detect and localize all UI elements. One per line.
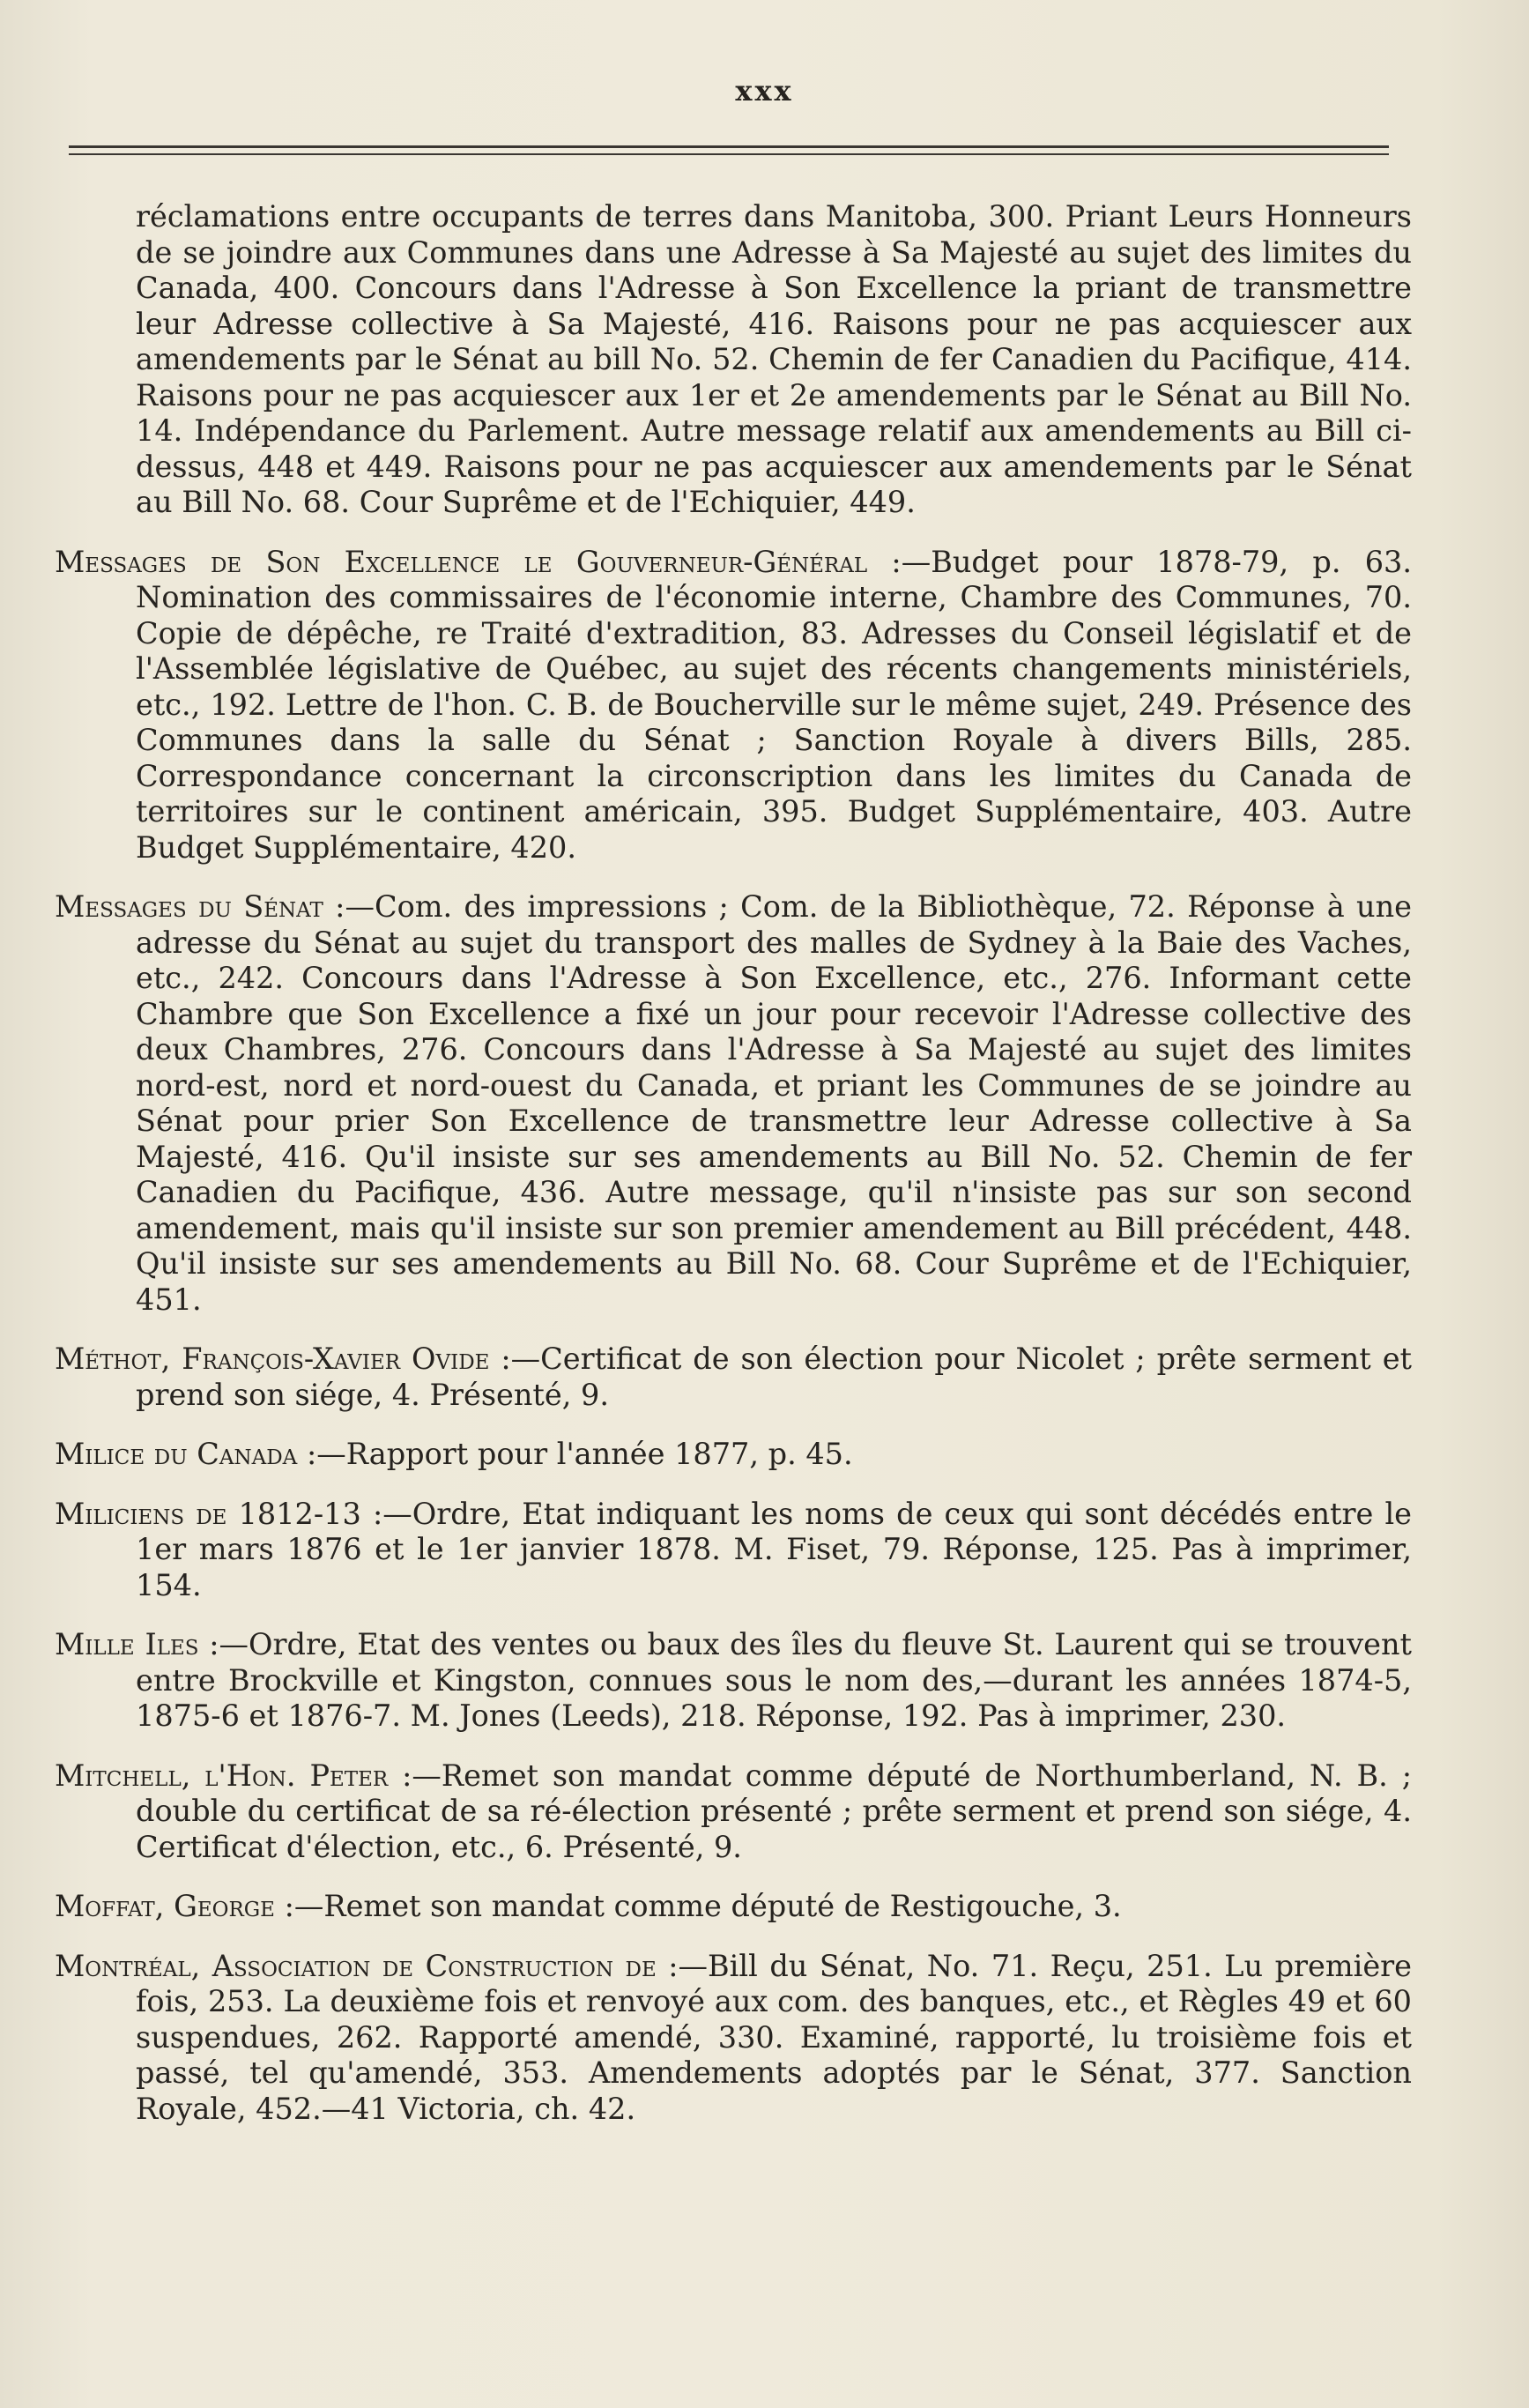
entry-text: :—Ordre, Etat indiquant les noms de ceux qui sont décédés entre le 1er mars 1876 et le 1er janvier 1878. M. Fiset, 79. Réponse, 125. Pas à imprimer, 154. — [136, 1496, 1412, 1602]
entry-text: :—Certificat de son élection pour Nicolet ; prête serment et prend son siége, 4. Présenté, 9. — [136, 1341, 1412, 1412]
entry-heading: Miliciens de 1812-13 — [55, 1496, 361, 1531]
index-entry — [55, 1627, 1412, 1735]
entry-heading: Mille Iles — [55, 1627, 199, 1661]
index-entry — [55, 1889, 1412, 1925]
index-entry — [55, 1949, 1412, 2128]
index-entry — [55, 889, 1412, 1318]
entry-heading: Messages de Son Excellence le Gouverneur-Général — [55, 544, 868, 579]
index-body — [55, 199, 1412, 2151]
header-rule-thick — [69, 145, 1389, 148]
entry-text: :—Rapport pour l'année 1877, p. 45. — [297, 1437, 853, 1471]
entry-heading: Messages du Sénat — [55, 889, 323, 924]
page-number: xxx — [735, 74, 794, 108]
entry-text: :—Bill du Sénat, No. 71. Reçu, 251. Lu première fois, 253. La deuxième fois et renvoyé aux com. des banques, etc., et Règles 49 et 60 suspendues, 262. Rapporté amendé, 330. Examiné, rapporté, lu troisième fois et passé, tel qu'amendé, 353. Amendements adoptés par le Sénat, 377. Sanction Royale, 452.—41 Victoria, ch. 42. — [136, 1948, 1412, 2126]
index-entry — [55, 1437, 1412, 1473]
index-entry — [55, 1758, 1412, 1866]
entry-text: :—Ordre, Etat des ventes ou baux des îles du fleuve St. Laurent qui se trouvent entre Brockville et Kingston, connues sous le nom des,—durant les années 1874-5, 1875-6 et 1876-7. M. Jones (Leeds), 218. Réponse, 192. Pas à imprimer, 230. — [136, 1627, 1412, 1733]
index-entry-continuation — [55, 199, 1412, 521]
index-entry — [55, 1497, 1412, 1604]
header-rule-thin — [69, 153, 1389, 155]
entry-heading: Milice du Canada — [55, 1437, 298, 1471]
entry-heading: Montréal, Association de Construction de — [55, 1948, 657, 1983]
entry-heading: Méthot, François-Xavier Ovide — [55, 1341, 490, 1376]
index-entry — [55, 545, 1412, 866]
index-entry — [55, 1341, 1412, 1413]
entry-text: :—Budget pour 1878-79, p. 63. Nomination des commissaires de l'économie interne, Chambre des Communes, 70. Copie de dépêche, re Traité d'extradition, 83. Adresses du Conseil législatif et de l'Assemblée législative de Québec, au sujet des récents changements ministériels, etc., 192. Lettre de l'hon. C. B. de Boucherville sur le même sujet, 249. Présence des Communes dans la salle du Sénat ; Sanction Royale à divers Bills, 285. Correspondance concernant la circonscription dans les limites du Canada de territoires sur le continent américain, 395. Budget Supplémentaire, 403. Autre Budget Supplémentaire, 420. — [136, 544, 1412, 865]
entry-heading: Moffat, George — [55, 1889, 275, 1923]
entry-text: :—Com. des impressions ; Com. de la Bibliothèque, 72. Réponse à une adresse du Sénat au sujet du transport des malles de Sydney à la Baie des Vaches, etc., 242. Concours dans l'Adresse à Son Excellence, etc., 276. Informant cette Chambre que Son Excellence a fixé un jour pour recevoir l'Adresse collective des deux Chambres, 276. Concours dans l'Adresse à Sa Majesté au sujet des limites nord-est, nord et nord-ouest du Canada, et priant les Communes de se joindre au Sénat pour prier Son Excellence de transmettre leur Adresse collective à Sa Majesté, 416. Qu'il insiste sur ses amendements au Bill No. 52. Chemin de fer Canadien du Pacifique, 436. Autre message, qu'il n'insiste pas sur son second amendement, mais qu'il insiste sur son premier amendement au Bill précédent, 448. Qu'il insiste sur ses amendements au Bill No. 68. Cour Suprême et de l'Echiquier, 451. — [136, 889, 1412, 1317]
entry-text: réclamations entre occupants de terres dans Manitoba, 300. Priant Leurs Honneurs de se joindre aux Communes dans une Adresse à Sa Majesté au sujet des limites du Canada, 400. Concours dans l'Adresse à Son Excellence la priant de transmettre leur Adresse collective à Sa Majesté, 416. Raisons pour ne pas acquiescer aux amendements par le Sénat au bill No. 52. Chemin de fer Canadien du Pacifique, 414. Raisons pour ne pas acquiescer aux 1er et 2e amendements par le Sénat au Bill No. 14. Indépendance du Parlement. Autre message relatif aux amendements au Bill ci-dessus, 448 et 449. Raisons pour ne pas acquiescer aux amendements par le Sénat au Bill No. 68. Cour Suprême et de l'Echiquier, 449. — [136, 199, 1412, 519]
entry-text: :—Remet son mandat comme député de Northumberland, N. B. ; double du certificat de sa ré-élection présenté ; prête serment et prend son siége, 4. Certificat d'élection, etc., 6. Présenté, 9. — [136, 1758, 1412, 1864]
entry-text: :—Remet son mandat comme député de Restigouche, 3. — [274, 1889, 1122, 1923]
entry-heading: Mitchell, l'Hon. Peter — [55, 1758, 389, 1793]
